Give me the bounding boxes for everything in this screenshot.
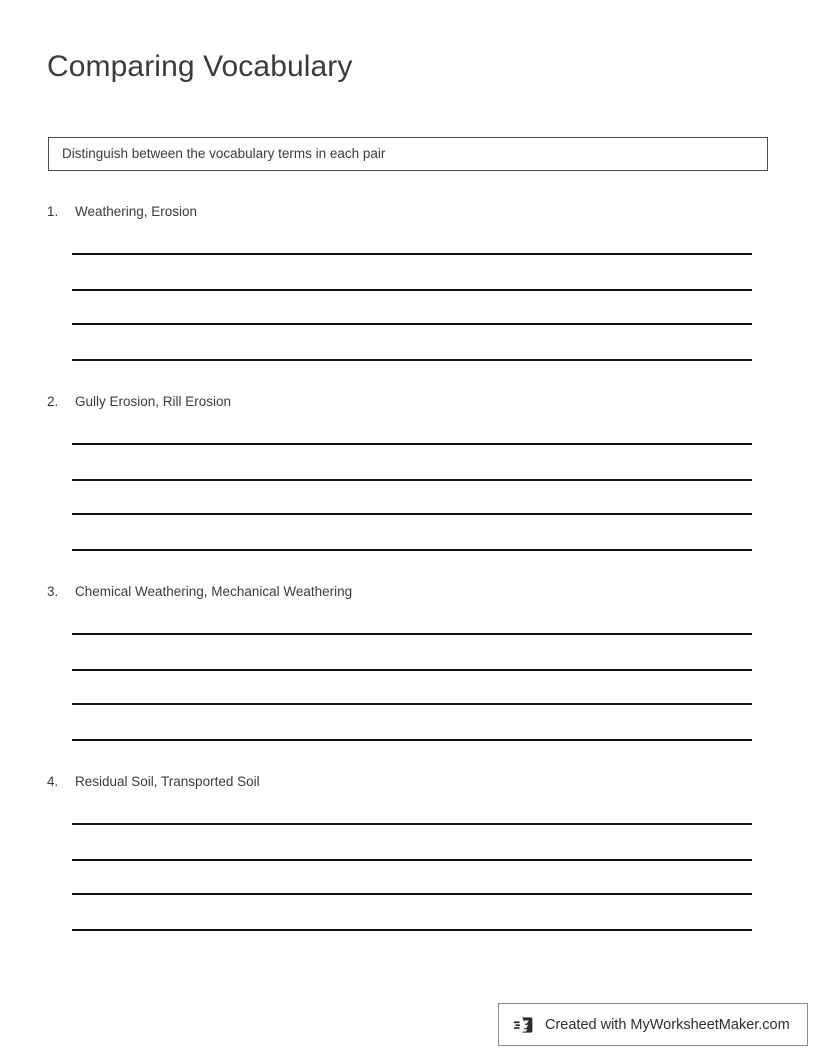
question-prompt: Weathering, Erosion — [75, 204, 198, 219]
footer-credit-badge[interactable] — [498, 1003, 808, 1046]
answer-line[interactable] — [72, 633, 752, 635]
answer-line[interactable] — [72, 929, 752, 931]
footer-credit-text: Created with MyWorksheetMaker.com — [545, 1016, 790, 1033]
answer-line[interactable] — [72, 669, 752, 671]
question-prompt: Chemical Weathering, Mechanical Weathering — [75, 584, 353, 599]
question-prompt: Residual Soil, Transported Soil — [75, 774, 260, 789]
question-heading — [47, 583, 767, 600]
answer-line[interactable] — [72, 359, 752, 361]
answer-line[interactable] — [72, 289, 752, 291]
answer-line[interactable] — [72, 703, 752, 705]
question-prompt: Gully Erosion, Rill Erosion — [75, 394, 232, 409]
question-number: 4. — [47, 774, 59, 789]
question-heading — [47, 203, 767, 220]
answer-line[interactable] — [72, 253, 752, 255]
answer-line[interactable] — [72, 479, 752, 481]
instruction-text: Distinguish between the vocabulary terms in each pair — [62, 146, 386, 161]
worksheet-maker-logo-icon — [514, 1014, 536, 1036]
answer-line[interactable] — [72, 443, 752, 445]
instruction-box — [48, 137, 768, 171]
question-number: 2. — [47, 394, 59, 409]
answer-line[interactable] — [72, 739, 752, 741]
question-number: 1. — [47, 204, 59, 219]
answer-line[interactable] — [72, 513, 752, 515]
answer-line[interactable] — [72, 859, 752, 861]
answer-line[interactable] — [72, 823, 752, 825]
question-heading — [47, 393, 767, 410]
question-number: 3. — [47, 584, 59, 599]
answer-line[interactable] — [72, 893, 752, 895]
question-heading — [47, 773, 767, 790]
answer-line[interactable] — [72, 549, 752, 551]
answer-line[interactable] — [72, 323, 752, 325]
page-title: Comparing Vocabulary — [47, 50, 353, 83]
